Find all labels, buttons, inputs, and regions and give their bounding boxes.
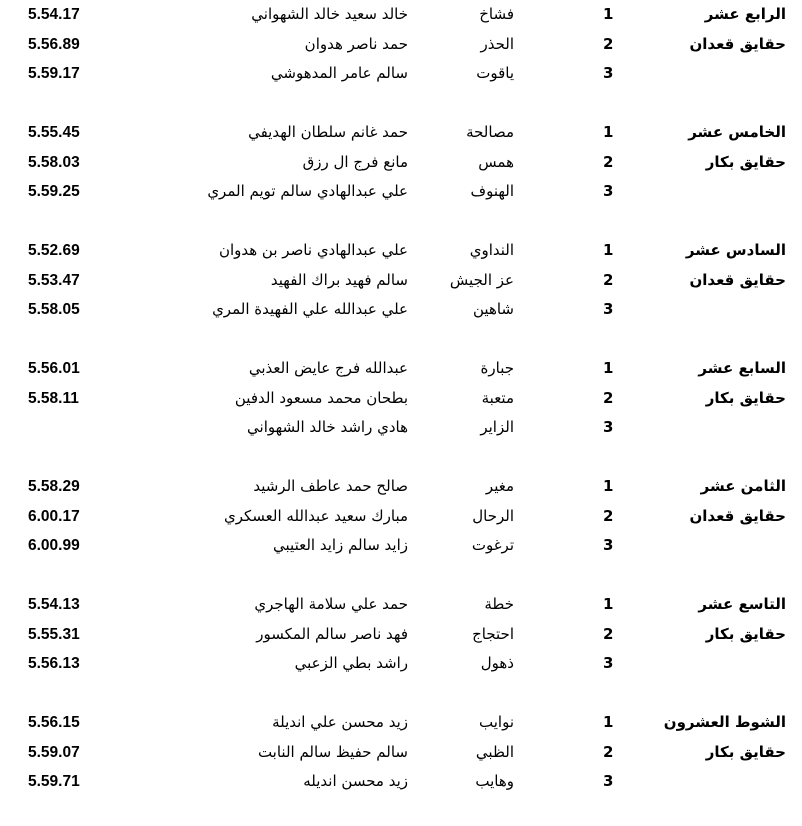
result-row [0,354,802,384]
race-time: 5.54.17 [28,6,80,23]
owner-name: علي عبدالهادي سالم تويم المري [207,182,408,200]
camel-name: الحذر [480,34,514,53]
result-row [0,266,802,296]
race-time: 5.58.11 [28,389,79,407]
result-row [0,177,802,207]
camel-name: شاهين [473,300,514,318]
result-row [0,384,802,414]
camel-name: احتجاج [472,624,514,643]
race-group [0,590,802,708]
race-time: 5.55.45 [28,124,80,141]
owner-name: سالم حفيظ سالم النابت [257,742,408,761]
rank: 3 [603,64,614,82]
race-time: 5.56.15 [28,714,80,731]
rank: 1 [603,5,614,23]
rank: 3 [603,300,614,318]
camel-name: الهنوف [470,182,514,200]
race-time: 5.56.13 [28,655,80,672]
result-row [0,620,802,650]
race-time: 5.54.13 [28,596,80,613]
camel-name: نوايب [479,713,514,731]
result-row [0,295,802,325]
result-row [0,59,802,89]
rank: 2 [603,34,614,53]
race-time: 5.52.69 [28,242,80,259]
race-time: 6.00.99 [28,537,80,554]
camel-name: ياقوت [476,64,514,82]
rank: 3 [603,772,614,790]
race-group [0,354,802,472]
rank: 1 [603,359,614,377]
rank: 1 [603,595,614,613]
rank: 1 [603,477,614,495]
owner-name: صالح حمد عاطف الرشيد [253,477,408,495]
owner-name: زيد محسن انديله [303,772,408,790]
race-group [0,472,802,590]
race-group [0,236,802,354]
race-time: 5.59.17 [28,65,80,82]
camel-name: مصالحة [466,123,514,141]
owner-name: زيد محسن علي انديلة [272,713,408,731]
rank: 3 [603,182,614,200]
rank: 1 [603,713,614,731]
race-group [0,118,802,236]
camel-name: مغير [485,477,514,495]
race-category: حقايق بكار [705,624,786,643]
camel-name: وهايب [475,772,514,790]
camel-name: الظبي [475,742,514,761]
race-time: 5.58.29 [28,478,80,495]
owner-name: هادي راشد خالد الشهواني [247,418,408,436]
camel-name: ذهول [480,654,514,672]
result-row [0,118,802,148]
race-time: 5.59.07 [28,743,80,761]
owner-name: بطحان محمد مسعود الدفين [234,388,408,407]
owner-name: مانع فرج ال رزق [302,152,408,171]
camel-name: فشاخ [479,5,514,23]
result-row [0,502,802,532]
camel-name: متعبة [481,388,514,407]
result-row [0,0,802,30]
camel-name: النداوي [469,241,514,259]
owner-name: سالم فهيد براك الفهيد [270,270,408,289]
rank: 2 [603,152,614,171]
race-title: السابع عشر [698,359,786,377]
result-row [0,413,802,443]
rank: 1 [603,123,614,141]
owner-name: راشد بطي الزعبي [294,654,408,672]
race-time: 5.58.03 [28,153,80,171]
owner-name: زايد سالم زايد العتيبي [273,536,408,554]
result-row [0,708,802,738]
owner-name: خالد سعيد خالد الشهواني [251,5,408,23]
result-row [0,236,802,266]
race-category: حقايق قعدان [689,506,786,525]
race-title: التاسع عشر [698,595,786,613]
race-group [0,708,802,826]
owner-name: سالم عامر المدهوشي [270,64,408,82]
race-time: 5.53.47 [28,271,80,289]
camel-name: عز الجيش [449,270,514,289]
race-title: الشوط العشرون [663,713,786,731]
result-row [0,30,802,60]
race-title: الرابع عشر [704,5,786,23]
camel-name: الزاير [480,418,514,436]
rank: 1 [603,241,614,259]
rank: 2 [603,742,614,761]
owner-name: حمد ناصر هدوان [304,34,408,53]
result-row [0,472,802,502]
race-category: حقايق قعدان [689,34,786,53]
result-row [0,649,802,679]
camel-name: همس [478,152,514,171]
camel-name: خطة [484,595,514,613]
race-category: حقايق بكار [705,388,786,407]
owner-name: حمد غانم سلطان الهديفي [248,123,408,141]
result-row [0,531,802,561]
rank: 3 [603,536,614,554]
owner-name: مبارك سعيد عبدالله العسكري [224,506,408,525]
race-time: 5.59.25 [28,183,80,200]
owner-name: علي عبدالله علي الفهيدة المري [212,300,408,318]
result-row [0,738,802,768]
race-time: 5.56.89 [28,35,80,53]
result-row [0,148,802,178]
owner-name: علي عبدالهادي ناصر بن هدوان [218,241,408,259]
race-time: 5.55.31 [28,625,80,643]
race-time: 5.59.71 [28,773,80,790]
rank: 2 [603,270,614,289]
rank: 2 [603,624,614,643]
race-title: الثامن عشر [700,477,786,495]
camel-name: ترغوت [471,536,514,554]
owner-name: حمد علي سلامة الهاجري [254,595,408,613]
result-row [0,767,802,797]
rank: 2 [603,388,614,407]
rank: 3 [603,654,614,672]
race-category: حقايق بكار [705,152,786,171]
race-time: 6.00.17 [28,507,80,525]
camel-name: الرحال [472,506,514,525]
race-title: السادس عشر [685,241,786,259]
race-title: الخامس عشر [688,123,786,141]
camel-name: جبارة [480,359,514,377]
race-time: 5.58.05 [28,301,80,318]
owner-name: عبدالله فرج عايض العذبي [248,359,408,377]
race-category: حقايق قعدان [689,270,786,289]
race-time: 5.56.01 [28,360,80,377]
race-group [0,0,802,118]
rank: 2 [603,506,614,525]
owner-name: فهد ناصر سالم المكسور [256,624,408,643]
result-row [0,590,802,620]
race-category: حقايق بكار [705,742,786,761]
rank: 3 [603,418,614,436]
